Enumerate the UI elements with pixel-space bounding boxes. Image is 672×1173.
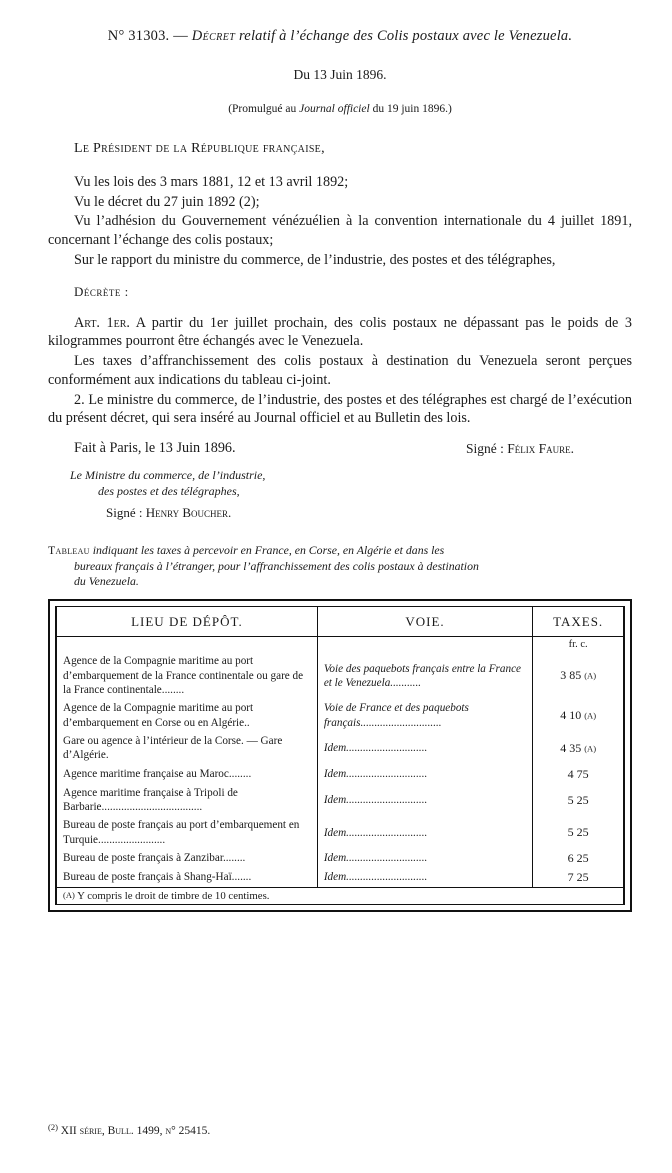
row-3-voie: Idem............................. xyxy=(317,732,532,765)
table-row xyxy=(57,652,624,699)
table-row xyxy=(57,784,624,817)
row-3-taxe-value: 4 35 xyxy=(560,740,582,755)
table-caption-line-3: du Venezuela. xyxy=(74,574,139,589)
row-3-lieu: Gare ou agence à l’intérieur de la Corse. — Gare d’Algérie. xyxy=(57,732,318,765)
row-8-lieu: Bureau de poste français à Shang-Haï....... xyxy=(57,868,318,888)
table-row xyxy=(57,732,624,765)
promulgation-line xyxy=(48,103,632,115)
row-8-voie: Idem............................. xyxy=(317,868,532,888)
article-2-text: Le ministre du commerce, de l’industrie, des postes et des télégraphes est chargé de l’exécution du présent décret, qui sera inséré au Journal officiel et au Bulletin des lois. xyxy=(48,391,632,427)
units-currency: fr. c. xyxy=(533,637,624,653)
article-1-text: A partir du 1er juillet prochain, des colis postaux ne dépassant pas le poids de 3 kilogrammes pourront être échangés avec le Venezuela. xyxy=(48,314,632,350)
row-2-taxe xyxy=(533,699,624,732)
table-row xyxy=(57,765,624,784)
page-footnote-mark: (2) xyxy=(48,1122,58,1132)
row-4-taxe xyxy=(533,765,624,784)
article-2 xyxy=(48,391,632,428)
row-2-taxe-note: (A) xyxy=(584,710,597,721)
decree-subject: relatif à l’échange des Colis postaux avec le Venezuela. xyxy=(239,28,573,44)
row-8-taxe-value: 7 25 xyxy=(567,870,589,885)
table-footnote-mark: (A) xyxy=(63,890,75,901)
signature-prefix: Signé : xyxy=(465,441,508,457)
row-4-voie: Idem............................. xyxy=(317,765,532,784)
row-5-voie: Idem............................. xyxy=(317,784,532,817)
units-blank-lieu xyxy=(57,637,318,653)
article-2-label: 2. xyxy=(74,391,85,408)
row-5-taxe xyxy=(533,784,624,817)
row-3-taxe-note: (A) xyxy=(584,743,597,754)
row-6-lieu: Bureau de poste français au port d’embarquement en Turquie........................ xyxy=(57,816,318,849)
row-7-taxe xyxy=(533,849,624,868)
minister-signature-prefix: Signé : xyxy=(106,505,146,521)
column-header-taxes: TAXES. xyxy=(533,607,624,637)
document-title xyxy=(48,28,632,45)
visa-1: Vu les lois des 3 mars 1881, 12 et 13 avril 1892; xyxy=(74,174,349,190)
row-7-voie: Idem............................. xyxy=(317,849,532,868)
page-footnote xyxy=(48,1122,210,1137)
minister-signature xyxy=(106,505,632,521)
visa-2: Vu le décret du 27 juin 1892 (2); xyxy=(74,193,260,210)
president-name: Félix Faure. xyxy=(507,441,574,457)
table-caption-line-1: indiquant les taxes à percevoir en France, en Corse, en Algérie et dans les xyxy=(89,543,445,558)
column-header-lieu: LIEU DE DÉPÔT. xyxy=(57,607,318,637)
row-1-lieu: Agence de la Compagnie maritime au port d’embarquement de la France continentale ou gare de la France continentale........ xyxy=(57,652,318,699)
row-6-voie: Idem............................. xyxy=(317,816,532,849)
table-header-row xyxy=(57,607,624,637)
table-row xyxy=(57,699,624,732)
table-caption-lead: Tableau xyxy=(48,543,90,558)
row-8-taxe xyxy=(533,868,624,888)
row-4-taxe-value: 4 75 xyxy=(567,766,589,781)
journal-officiel-name: Journal officiel xyxy=(299,103,370,115)
table-footnote-row xyxy=(57,888,624,905)
row-7-lieu: Bureau de poste français à Zanzibar........ xyxy=(57,849,318,868)
article-1-label: Art. 1er. xyxy=(74,314,130,331)
row-5-lieu: Agence maritime française à Tripoli de Barbarie.................................... xyxy=(57,784,318,817)
fait-line: Fait à Paris, le 13 Juin 1896. xyxy=(74,440,236,457)
table-row xyxy=(57,868,624,888)
page-footnote-text: XII série, Bull. 1499, n° 25415. xyxy=(60,1125,211,1137)
visa-3: Vu l’adhésion du Gouvernement vénézuélien à la convention internationale du 4 juillet 1891, concernant l’échange des colis postaux; xyxy=(48,213,632,249)
row-7-taxe-value: 6 25 xyxy=(567,851,589,866)
row-1-voie: Voie des paquebots français entre la France et le Venezuela........... xyxy=(317,652,532,699)
row-1-taxe-note: (A) xyxy=(584,670,597,681)
taxes-table-frame xyxy=(48,599,632,912)
column-header-voie: VOIE. xyxy=(317,607,532,637)
table-units-row xyxy=(57,637,624,653)
decrete-label: Décrète : xyxy=(74,283,129,299)
article-1-paragraph-2: Les taxes d’affranchissement des colis postaux à destination du Venezuela seront perçues conformément aux indications du tableau ci-joint. xyxy=(48,353,632,388)
authority-line: Le Président de la République française, xyxy=(74,141,325,156)
promulgation-suffix: du 19 juin 1896.) xyxy=(369,103,452,115)
minister-caption-line-1: Le Ministre du commerce, de l’industrie, xyxy=(70,468,266,483)
visa-4: Sur le rapport du ministre du commerce, de l’industrie, des postes et des télégraphes, xyxy=(74,251,556,268)
table-row xyxy=(57,816,624,849)
minister-name: Henry Boucher. xyxy=(145,505,232,521)
promulgation-prefix: (Promulgué au xyxy=(228,103,300,115)
table-caption-line-2: bureaux français à l’étranger, pour l’affranchissement des colis postaux à destination xyxy=(74,558,479,573)
decree-kind: Décret xyxy=(191,28,236,44)
row-5-taxe-value: 5 25 xyxy=(567,792,589,807)
row-6-taxe-value: 5 25 xyxy=(567,825,589,840)
row-1-taxe-value: 3 85 xyxy=(560,668,582,683)
row-2-lieu: Agence de la Compagnie maritime au port d’embarquement en Corse ou en Algérie.. xyxy=(57,699,318,732)
row-4-lieu: Agence maritime française au Maroc........ xyxy=(57,765,318,784)
document-body xyxy=(48,28,632,912)
row-3-taxe xyxy=(533,732,624,765)
row-1-taxe xyxy=(533,652,624,699)
table-footnote-text: Y compris le droit de timbre de 10 centimes. xyxy=(74,890,270,903)
minister-caption-line-2: des postes et des télégraphes, xyxy=(98,484,240,499)
table-row xyxy=(57,849,624,868)
row-6-taxe xyxy=(533,816,624,849)
table-caption xyxy=(48,543,632,589)
decree-date: Du 13 Juin 1896. xyxy=(293,67,387,82)
row-2-voie: Voie de France et des paquebots français............................. xyxy=(317,699,532,732)
article-1 xyxy=(48,314,632,351)
taxes-table-inner xyxy=(55,606,625,905)
minister-caption xyxy=(70,467,632,499)
taxes-table xyxy=(56,607,624,904)
decree-number: N° 31303. xyxy=(107,28,170,44)
row-2-taxe-value: 4 10 xyxy=(560,708,582,723)
title-dash: — xyxy=(173,28,188,44)
table-footnote xyxy=(57,888,624,905)
units-blank-voie xyxy=(317,637,532,653)
